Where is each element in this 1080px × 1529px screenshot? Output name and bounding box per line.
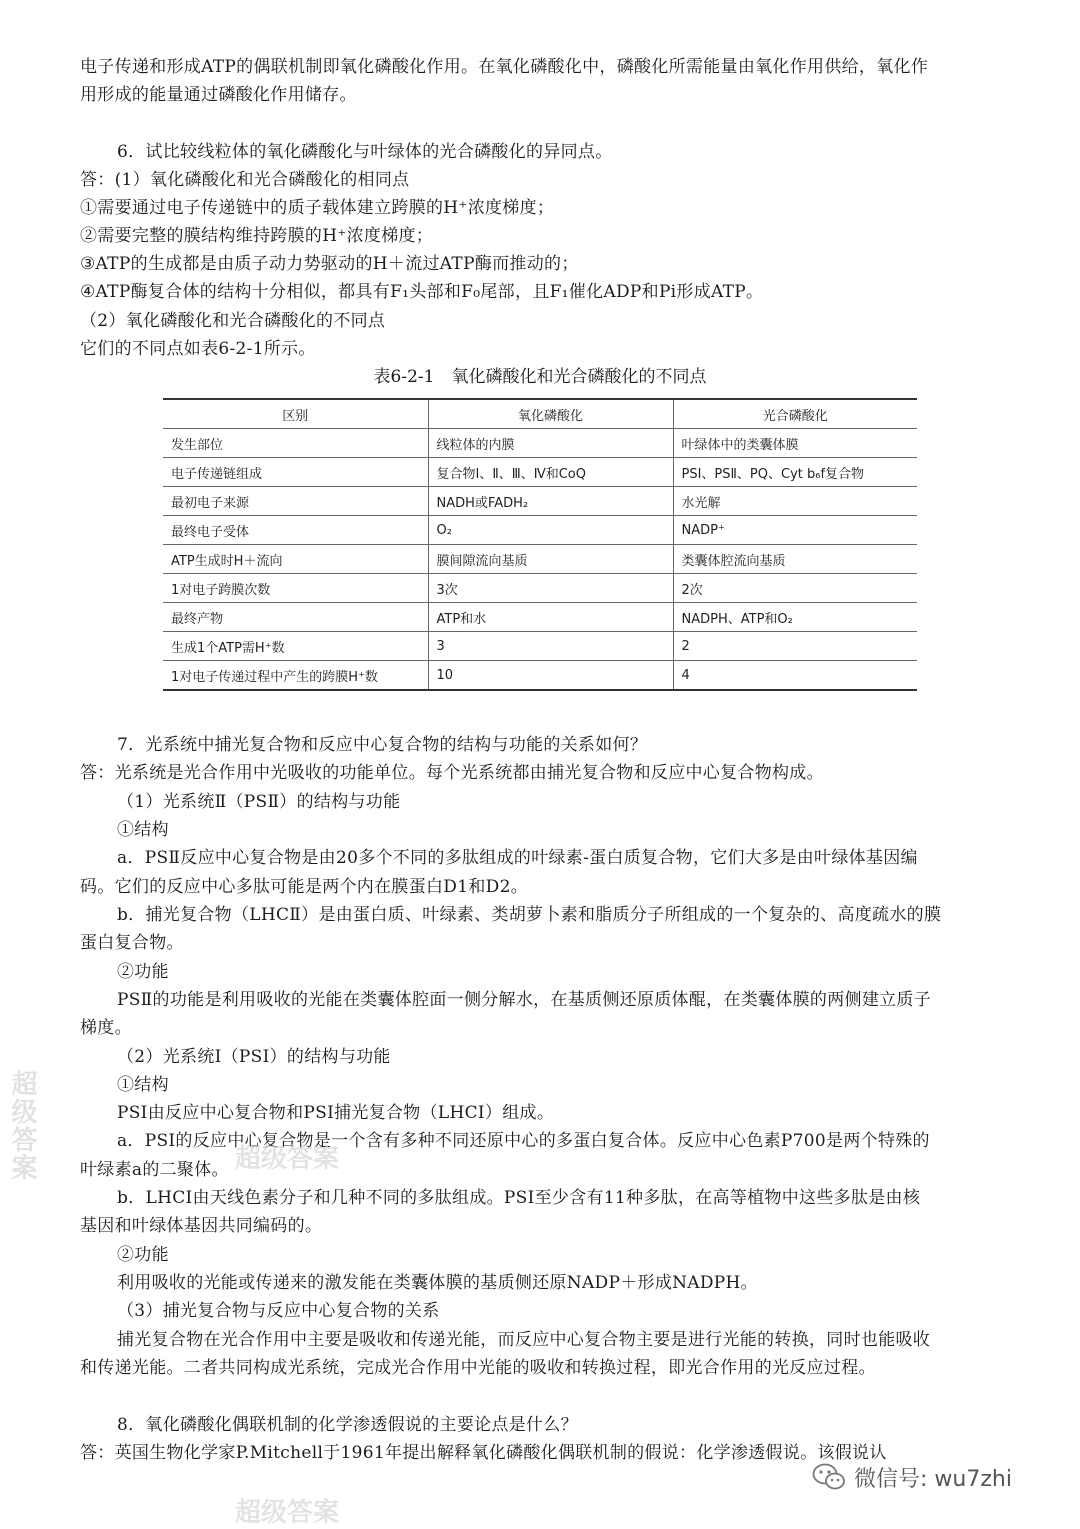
table-header-cell: 光合磷酸化 — [673, 399, 917, 429]
table-row — [163, 516, 917, 545]
table-cell: 3次 — [428, 574, 673, 603]
table-cell: NADP⁺ — [673, 516, 917, 545]
table-cell: 1对电子传递过程中产生的跨膜H⁺数 — [163, 661, 428, 691]
q7-line: ①结构 — [117, 1075, 169, 1095]
table-cell: 线粒体的内膜 — [428, 429, 673, 458]
table-cell: NADPH、ATP和O₂ — [673, 603, 917, 632]
table-row — [163, 661, 917, 691]
question-6-title: 6．试比较线粒体的氧化磷酸化与叶绿体的光合磷酸化的异同点。 — [117, 142, 613, 162]
question-7-title: 7．光系统中捕光复合物和反应中心复合物的结构与功能的关系如何？ — [117, 735, 648, 755]
comparison-table — [163, 398, 917, 691]
q7-line: 叶绿素a的二聚体。 — [80, 1160, 229, 1180]
table-row — [163, 632, 917, 661]
table-header-row — [163, 399, 917, 429]
q7-line: （1）光系统Ⅱ（PSⅡ）的结构与功能 — [117, 792, 401, 812]
table-cell: 1对电子跨膜次数 — [163, 574, 428, 603]
q7-line: ①结构 — [117, 820, 169, 840]
table-cell: 最终产物 — [163, 603, 428, 632]
q7-line: 码。它们的反应中心多肽可能是两个内在膜蛋白D1和D2。 — [80, 877, 528, 897]
q7-line: 答：光系统是光合作用中光吸收的功能单位。每个光系统都由捕光复合物和反应中心复合物构成。 — [80, 763, 824, 783]
q7-line: a．PSⅠ的反应中心复合物是一个含有多种不同还原中心的多蛋白复合体。反应中心色素P700是两个特殊的 — [117, 1131, 930, 1151]
table-cell: NADH或FADH₂ — [428, 487, 673, 516]
watermark-brand-vertical: 超级答案 — [7, 1070, 37, 1182]
q7-line: （2）光系统Ⅰ（PSⅠ）的结构与功能 — [117, 1047, 391, 1067]
q6-point-2: ②需要完整的膜结构维持跨膜的H⁺浓度梯度； — [80, 226, 434, 246]
q7-line: a．PSⅡ反应中心复合物是由20多个不同的多肽组成的叶绿素-蛋白质复合物，它们大多是由叶绿体基因编 — [117, 848, 918, 868]
table-cell: 2次 — [673, 574, 917, 603]
q6-answer-heading-1: 答：(1）氧化磷酸化和光合磷酸化的相同点 — [80, 170, 410, 190]
intro-line-2: 用形成的能量通过磷酸化作用储存。 — [80, 85, 357, 105]
table-cell: 10 — [428, 661, 673, 691]
watermark-brand: 超级答案 — [235, 1498, 340, 1528]
table-cell: PSⅠ、PSⅡ、PQ、Cyt b₆f复合物 — [673, 458, 917, 487]
table-cell: 最初电子来源 — [163, 487, 428, 516]
q7-line: 梯度。 — [80, 1018, 132, 1038]
table-cell: 类囊体腔流向基质 — [673, 545, 917, 574]
table-row — [163, 545, 917, 574]
table-header-cell: 氧化磷酸化 — [428, 399, 673, 429]
q6-table-reference: 它们的不同点如表6-2-1所示。 — [80, 339, 316, 359]
table-row — [163, 429, 917, 458]
table-cell: O₂ — [428, 516, 673, 545]
q6-point-3: ③ATP的生成都是由质子动力势驱动的H＋流过ATP酶而推动的； — [80, 254, 579, 274]
table-header-cell: 区别 — [163, 399, 428, 429]
q7-line: b．LHCⅠ由天线色素分子和几种不同的多肽组成。PSⅠ至少含有11种多肽，在高等植物中这些多肽是由核 — [117, 1188, 921, 1208]
table-cell: ATP生成时H＋流向 — [163, 545, 428, 574]
table-cell: 水光解 — [673, 487, 917, 516]
q6-point-4: ④ATP酶复合体的结构十分相似，都具有F₁头部和F₀尾部，且F₁催化ADP和Pi形成ATP。 — [80, 282, 764, 302]
wechat-icon — [812, 1462, 846, 1492]
table-caption: 表6-2-1 氧化磷酸化和光合磷酸化的不同点 — [373, 367, 707, 387]
intro-line-1: 电子传递和形成ATP的偶联机制即氧化磷酸化作用。在氧化磷酸化中，磷酸化所需能量由氧化作用供给，氧化作 — [80, 57, 929, 77]
table-cell: 3 — [428, 632, 673, 661]
table-cell: 叶绿体中的类囊体膜 — [673, 429, 917, 458]
q7-line: 捕光复合物在光合作用中主要是吸收和传递光能，而反应中心复合物主要是进行光能的转换，同时也能吸收 — [117, 1330, 931, 1350]
q7-line: PSⅡ的功能是利用吸收的光能在类囊体腔面一侧分解水，在基质侧还原质体醌，在类囊体膜的两侧建立质子 — [117, 990, 932, 1010]
table-cell: 生成1个ATP需H⁺数 — [163, 632, 428, 661]
table-row — [163, 487, 917, 516]
q7-line: 利用吸收的光能或传递来的激发能在类囊体膜的基质侧还原NADP＋形成NADPH。 — [117, 1273, 758, 1293]
question-8-title: 8．氧化磷酸化偶联机制的化学渗透假说的主要论点是什么？ — [117, 1415, 578, 1435]
table-cell: 最终电子受体 — [163, 516, 428, 545]
q6-answer-heading-2: （2）氧化磷酸化和光合磷酸化的不同点 — [80, 311, 386, 331]
table-cell: ATP和水 — [428, 603, 673, 632]
table-cell: 复合物Ⅰ、Ⅱ、Ⅲ、Ⅳ和CoQ — [428, 458, 673, 487]
q7-line: （3）捕光复合物与反应中心复合物的关系 — [117, 1301, 440, 1321]
watermark-brand: 超级答案 — [235, 1144, 340, 1174]
wechat-id-text: 微信号: wu7zhi — [854, 1466, 1012, 1492]
table-row — [163, 458, 917, 487]
q8-line: 答：英国生物化学家P.Mitchell于1961年提出解释氧化磷酸化偶联机制的假说：化学渗透假说。该假说认 — [80, 1443, 887, 1463]
table-cell: 电子传递链组成 — [163, 458, 428, 487]
table-row — [163, 574, 917, 603]
q7-line: ②功能 — [117, 1245, 169, 1265]
q7-line: 和传递光能。二者共同构成光系统，完成光合作用中光能的吸收和转换过程，即光合作用的光反应过程。 — [80, 1358, 876, 1378]
q7-line: PSⅠ由反应中心复合物和PSⅠ捕光复合物（LHCⅠ）组成。 — [117, 1103, 555, 1123]
table-cell: 4 — [673, 661, 917, 691]
table-cell: 发生部位 — [163, 429, 428, 458]
wechat-watermark — [812, 1460, 1012, 1494]
q7-line: 基因和叶绿体基因共同编码的。 — [80, 1216, 323, 1236]
table-cell: 2 — [673, 632, 917, 661]
q7-line: 蛋白复合物。 — [80, 933, 184, 953]
q7-line: ②功能 — [117, 962, 169, 982]
q6-point-1: ①需要通过电子传递链中的质子载体建立跨膜的H⁺浓度梯度； — [80, 198, 555, 218]
q7-line: b．捕光复合物（LHCⅡ）是由蛋白质、叶绿素、类胡萝卜素和脂质分子所组成的一个复杂的、高度疏水的膜 — [117, 905, 942, 925]
table-row — [163, 603, 917, 632]
table-cell: 膜间隙流向基质 — [428, 545, 673, 574]
